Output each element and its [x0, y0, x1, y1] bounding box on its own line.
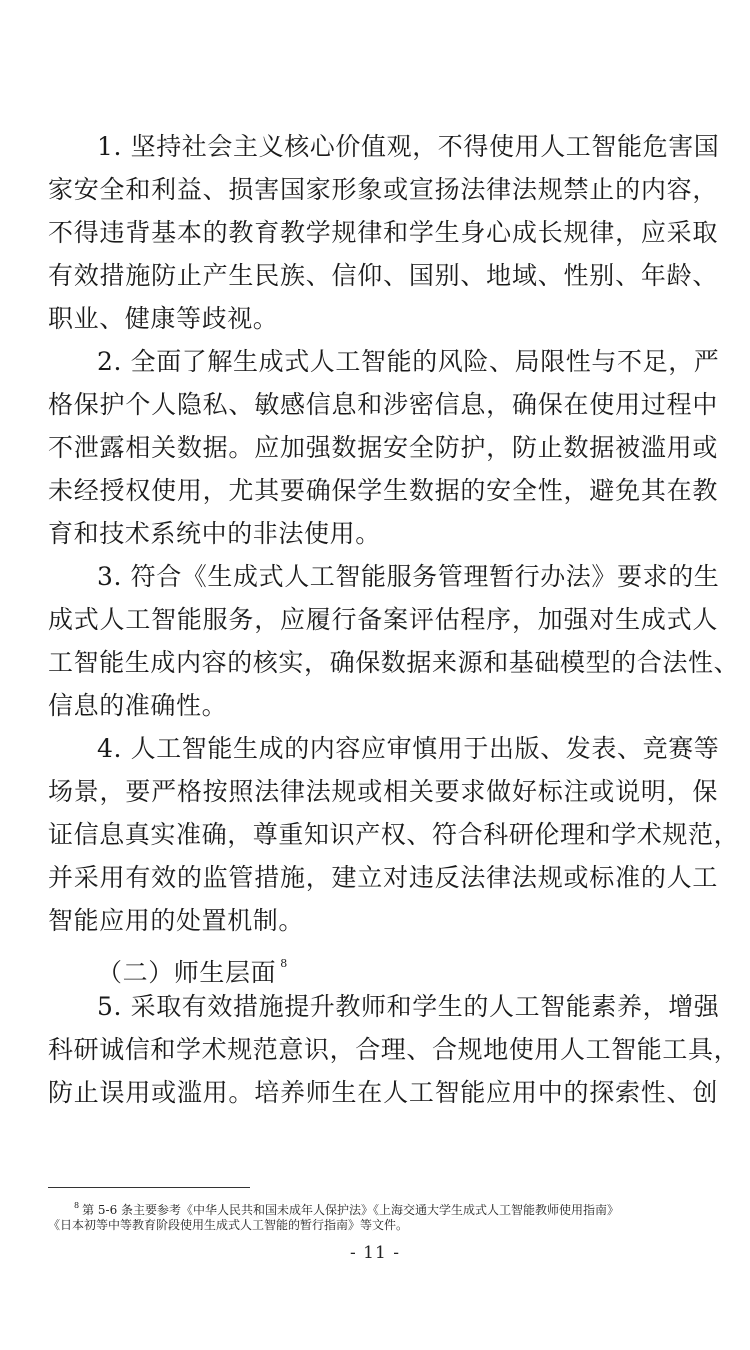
paragraph-line: 格保护个人隐私、敏感信息和涉密信息，确保在使用过程中	[48, 390, 718, 419]
footnote-text-line: 《日本初等中等教育阶段使用生成式人工智能的暂行指南》等文件。	[48, 1218, 409, 1232]
footnote-divider	[48, 1187, 250, 1188]
paragraph-line: 场景，要严格按照法律法规或相关要求做好标注或说明，保	[48, 777, 718, 806]
footnote-reference[interactable]: 8	[280, 957, 288, 970]
paragraph-line: 并采用有效的监管措施，建立对违反法律法规或标准的人工	[48, 863, 718, 892]
paragraph-line: 不泄露相关数据。应加强数据安全防护，防止数据被滥用或	[48, 433, 718, 462]
paragraph-line: 4. 人工智能生成的内容应审慎用于出版、发表、竞赛等	[97, 734, 720, 763]
paragraph-line: 防止误用或滥用。培养师生在人工智能应用中的探索性、创	[48, 1078, 718, 1107]
page-number: - 11 -	[350, 1243, 400, 1263]
paragraph-line: 成式人工智能服务，应履行备案评估程序，加强对生成式人	[48, 605, 718, 634]
paragraph-line: 1. 坚持社会主义核心价值观，不得使用人工智能危害国	[97, 132, 720, 161]
paragraph-line: 证信息真实准确，尊重知识产权、符合科研伦理和学术规范，	[48, 820, 740, 849]
paragraph-line: 工智能生成内容的核实，确保数据来源和基础模型的合法性、	[48, 648, 740, 677]
section-heading	[97, 946, 288, 987]
paragraph-line: 科研诚信和学术规范意识，合理、合规地使用人工智能工具，	[48, 1035, 740, 1064]
paragraph-line: 未经授权使用，尤其要确保学生数据的安全性，避免其在教	[48, 476, 718, 505]
paragraph-line: 育和技术系统中的非法使用。	[48, 519, 381, 548]
section-heading-text: （二）师生层面	[97, 958, 277, 987]
paragraph-line: 5. 采取有效措施提升教师和学生的人工智能素养，增强	[97, 992, 720, 1021]
paragraph-line: 家安全和利益、损害国家形象或宣扬法律法规禁止的内容，	[48, 175, 718, 204]
footnote-text-line	[74, 1197, 619, 1215]
paragraph-line: 有效措施防止产生民族、信仰、国别、地域、性别、年龄、	[48, 261, 718, 290]
paragraph-line: 不得违背基本的教育教学规律和学生身心成长规律，应采取	[48, 218, 718, 247]
paragraph-line: 智能应用的处置机制。	[48, 906, 305, 935]
paragraph-line: 2. 全面了解生成式人工智能的风险、局限性与不足，严	[97, 347, 720, 376]
paragraph-line: 3. 符合《生成式人工智能服务管理暂行办法》要求的生	[97, 562, 720, 591]
paragraph-line: 信息的准确性。	[48, 691, 228, 720]
footnote-text: 第 5-6 条主要参考《中华人民共和国未成年人保护法》《上海交通大学生成式人工智能教师使用指南》	[82, 1203, 620, 1217]
paragraph-line: 职业、健康等歧视。	[48, 304, 279, 333]
footnote-marker: 8	[74, 1201, 80, 1210]
